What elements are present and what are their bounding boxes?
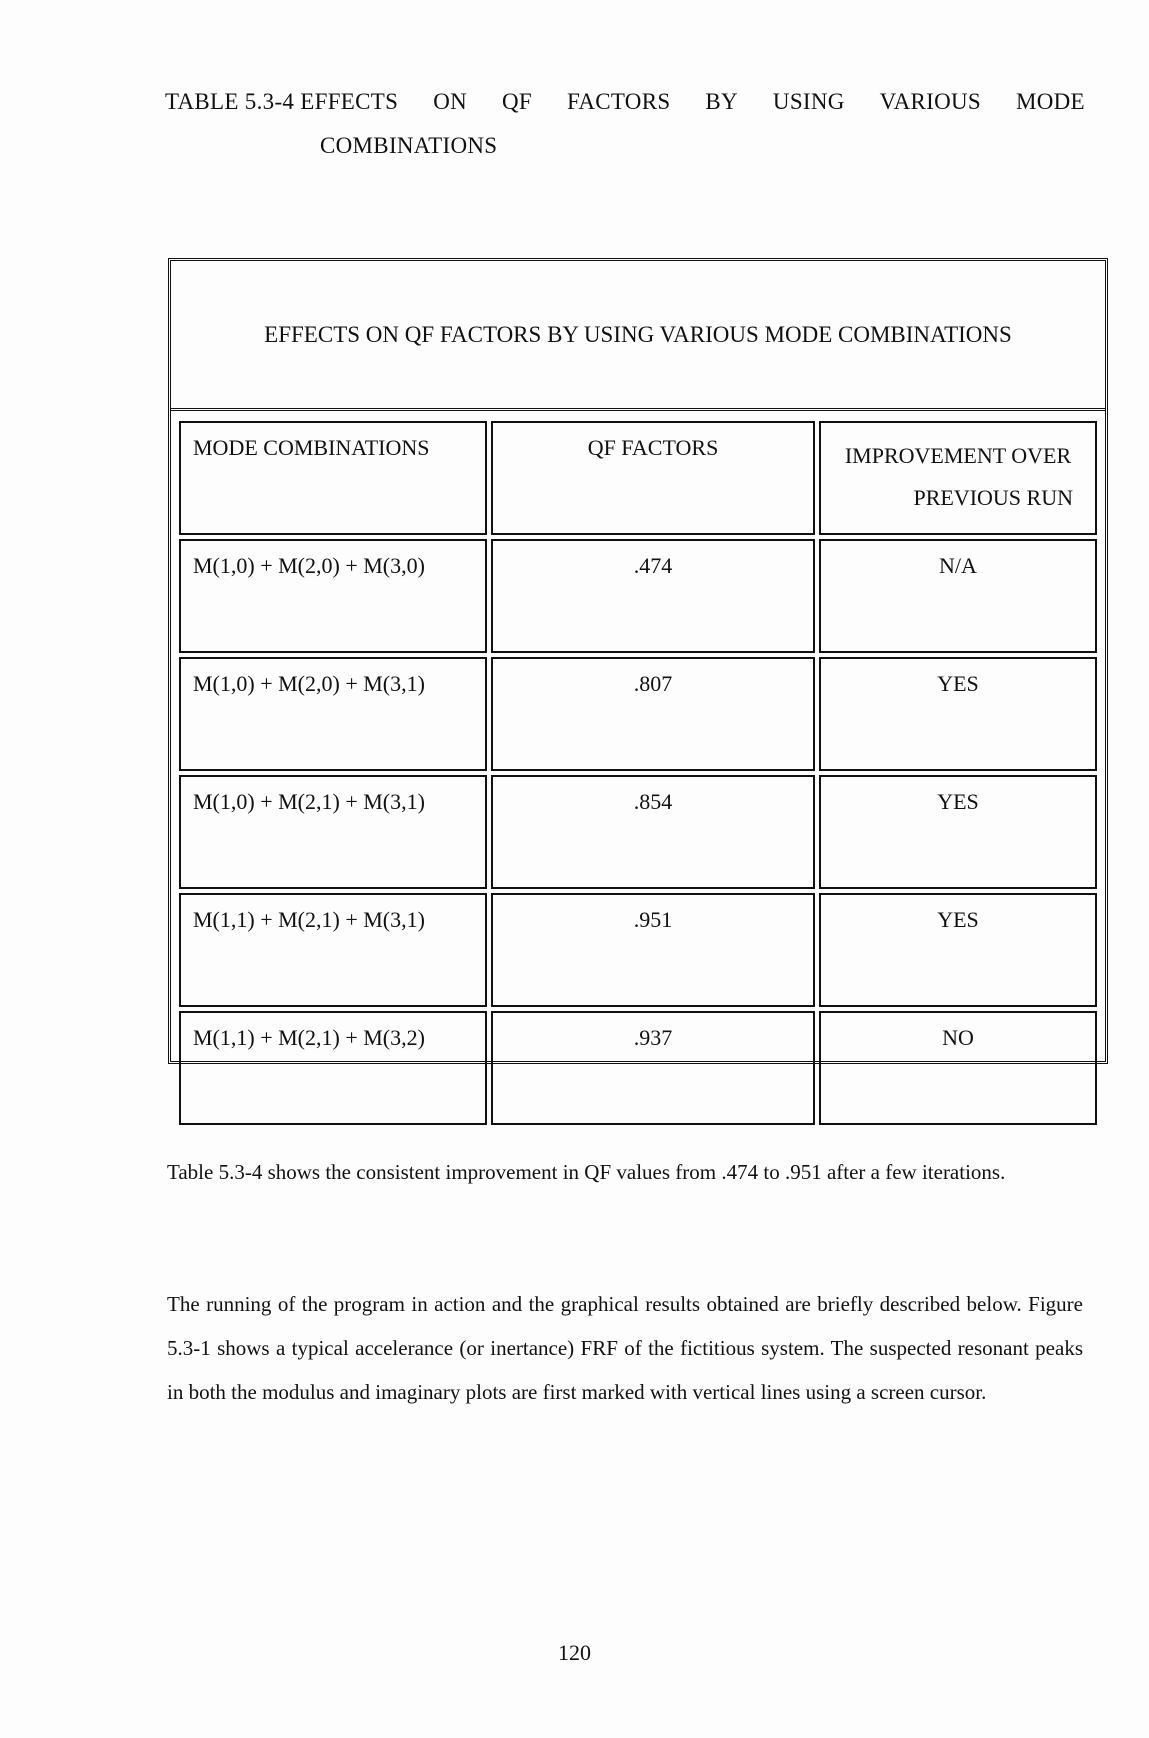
table-row [179,775,1097,889]
caption-word: MODE [1015,89,1085,114]
table-header-row [179,421,1097,535]
cell-improvement: N/A [819,539,1097,653]
table-row [179,1011,1097,1125]
table-caption [165,80,1085,168]
header-qf-factors: QF FACTORS [491,421,815,535]
caption-word: BY [705,89,738,114]
cell-improvement: YES [819,893,1097,1007]
cell-mode: M(1,1) + M(2,1) + M(3,2) [179,1011,487,1125]
table-row [179,893,1097,1007]
header-mode-combinations: MODE COMBINATIONS [179,421,487,535]
cell-mode: M(1,0) + M(2,1) + M(3,1) [179,775,487,889]
caption-line-1 [165,80,1085,124]
paragraph-table-summary: Table 5.3-4 shows the consistent improvement in QF values from .474 to .951 after a few iterations. [167,1160,1006,1184]
caption-word: USING [772,89,845,114]
table-row [179,539,1097,653]
qf-table-frame [168,258,1108,1064]
page-number: 120 [558,1640,591,1665]
cell-improvement: YES [819,775,1097,889]
cell-qf: .951 [491,893,815,1007]
header-improvement-line-2: PREVIOUS RUN [913,485,1073,510]
cell-improvement: NO [819,1011,1097,1125]
caption-word: ON [433,89,468,114]
cell-qf: .474 [491,539,815,653]
qf-factors-table [175,417,1101,1129]
cell-mode: M(1,0) + M(2,0) + M(3,1) [179,657,487,771]
caption-word: VARIOUS [879,89,982,114]
caption-word: TABLE 5.3-4 EFFECTS [165,89,399,114]
table-title: EFFECTS ON QF FACTORS BY USING VARIOUS MODE COMBINATIONS [171,261,1105,411]
cell-mode: M(1,0) + M(2,0) + M(3,0) [179,539,487,653]
header-improvement-line-1: IMPROVEMENT OVER [844,443,1072,468]
caption-line-2: COMBINATIONS [320,133,498,158]
caption-word: FACTORS [566,89,671,114]
caption-word: QF [501,89,532,114]
cell-mode: M(1,1) + M(2,1) + M(3,1) [179,893,487,1007]
table-row [179,657,1097,771]
cell-qf: .854 [491,775,815,889]
cell-qf: .937 [491,1011,815,1125]
cell-improvement: YES [819,657,1097,771]
header-improvement [819,421,1097,535]
paragraph-program-description: The running of the program in action and the graphical results obtained are briefly described below. Figure 5.3-1 shows a typical accelerance (or inertance) FRF of the fictitious system. The suspected resonant peaks in both the modulus and imaginary plots are first marked with vertical lines using a screen cursor. [167,1292,1083,1404]
cell-qf: .807 [491,657,815,771]
